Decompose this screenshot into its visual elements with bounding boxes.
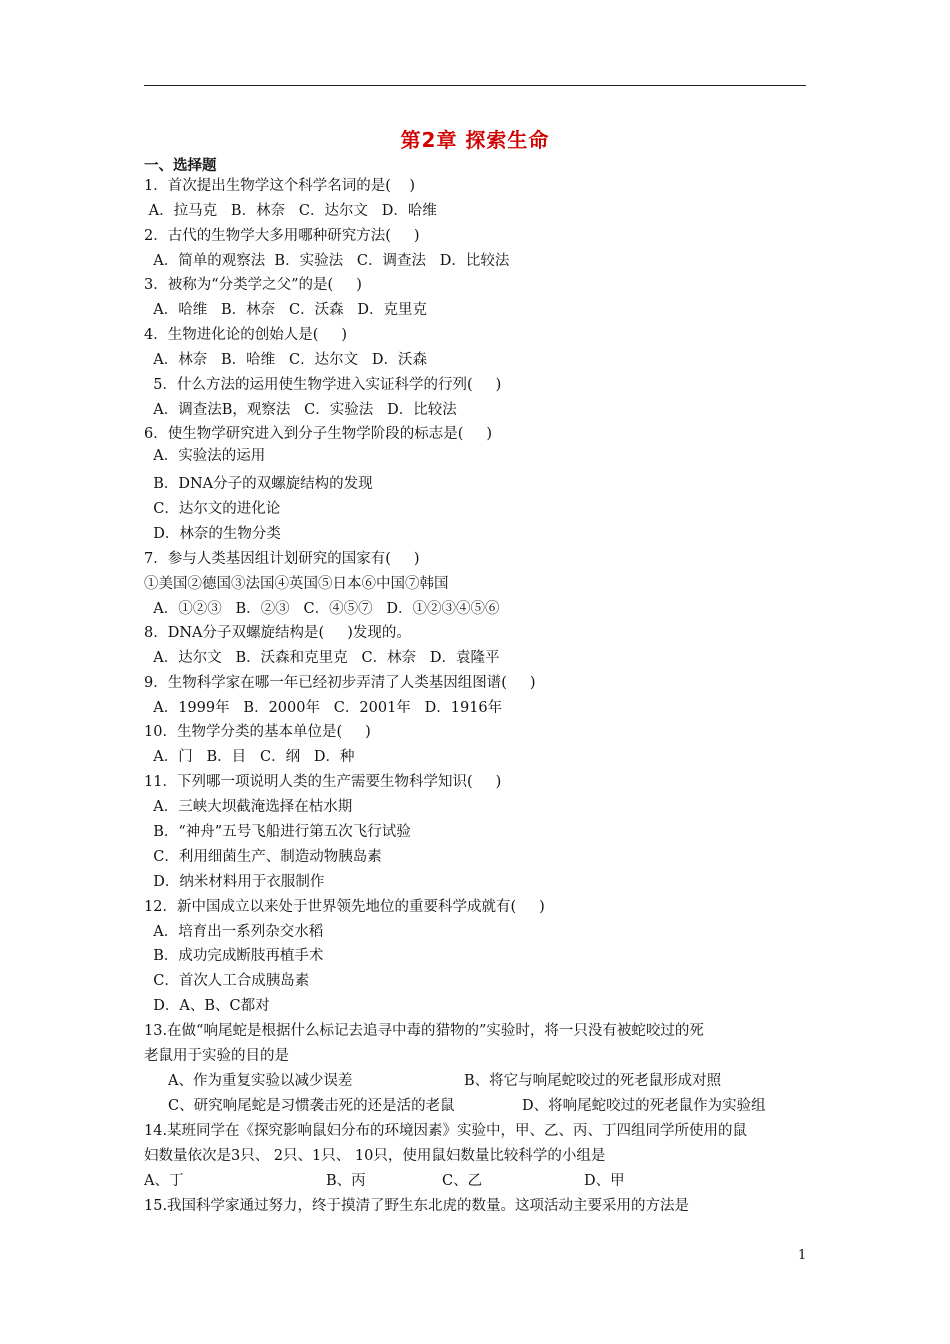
q14-option-b: B、丙 <box>326 1173 366 1189</box>
q12: 12．新中国成立以来处于世界领先地位的重要科学成就有( ) <box>144 899 545 915</box>
q9-options: A．1999年 B．2000年 C．2001年 D．1916年 <box>144 700 503 716</box>
q1: 1．首次提出生物学这个科学名词的是( ) <box>144 178 415 194</box>
q15: 15.我国科学家通过努力，终于摸清了野生东北虎的数量。这项活动主要采用的方法是 <box>144 1198 690 1214</box>
q10: 10．生物学分类的基本单位是( ) <box>144 724 371 740</box>
q11-option-d: D．纳米材料用于衣服制作 <box>144 874 325 890</box>
q3: 3．被称为“分类学之父”的是( ) <box>144 277 362 293</box>
q6-option-c: C．达尔文的进化论 <box>144 501 281 517</box>
q10-options: A．门 B．目 C．纲 D．种 <box>144 749 355 765</box>
q6-option-b: B．DNA分子的双螺旋结构的发现 <box>144 476 373 492</box>
q13-option-c: C、研究响尾蛇是习惯袭击死的还是活的老鼠 <box>168 1098 455 1114</box>
q2-options: A．简单的观察法 B．实验法 C．调查法 D．比较法 <box>144 253 510 269</box>
q1-options: A．拉马克 B．林奈 C．达尔文 D．哈维 <box>144 203 437 219</box>
q14-line2: 妇数量依次是3只、 2只、1只、 10只，使用鼠妇数量比较科学的小组是 <box>144 1148 606 1164</box>
q11-option-a: A．三峡大坝截淹选择在枯水期 <box>144 799 353 815</box>
q6-option-a: A．实验法的运用 <box>144 448 266 464</box>
q4-options: A．林奈 B．哈维 C．达尔文 D．沃森 <box>144 352 428 368</box>
q11-option-c: C．利用细菌生产、制造动物胰岛素 <box>144 849 382 865</box>
header-rule <box>144 85 806 86</box>
q7-options: A．①②③ B．②③ C．④⑤⑦ D．①②③④⑤⑥ <box>144 601 500 617</box>
q2: 2．古代的生物学大多用哪种研究方法( ) <box>144 228 420 244</box>
q13-option-b: B、将它与响尾蛇咬过的死老鼠形成对照 <box>464 1073 722 1089</box>
chapter-title: 第2章 探索生命 <box>400 128 550 152</box>
q14-line1: 14.某班同学在《探究影响鼠妇分布的环境因素》实验中，甲、乙、丙、丁四组同学所使用的鼠 <box>144 1123 748 1139</box>
q6: 6．使生物学研究进入到分子生物学阶段的标志是( ) <box>144 426 493 442</box>
q13-option-a: A、作为重复实验以减少误差 <box>168 1073 353 1089</box>
q14-option-c: C、乙 <box>442 1173 483 1189</box>
q8-options: A．达尔文 B．沃森和克里克 C．林奈 D．袁隆平 <box>144 650 500 666</box>
q5: 5．什么方法的运用使生物学进入实证科学的行列( ) <box>144 377 502 393</box>
section-heading: 一、选择题 <box>144 158 217 174</box>
page-number: 1 <box>798 1248 807 1263</box>
q12-option-a: A．培育出一系列杂交水稻 <box>144 924 324 940</box>
q7-countries: ①美国②德国③法国④英国⑤日本⑥中国⑦韩国 <box>144 576 449 592</box>
q9: 9．生物科学家在哪一年已经初步弄清了人类基因组图谱( ) <box>144 675 536 691</box>
q13-line1: 13.在做“响尾蛇是根据什么标记去追寻中毒的猎物的”实验时，将一只没有被蛇咬过的死 <box>144 1023 704 1039</box>
q8: 8．DNA分子双螺旋结构是( )发现的。 <box>144 625 411 641</box>
q11-option-b: B．“神舟”五号飞船进行第五次飞行试验 <box>144 824 411 840</box>
q6-option-d: D．林奈的生物分类 <box>144 526 281 542</box>
q4: 4．生物进化论的创始人是( ) <box>144 327 348 343</box>
q13-line2: 老鼠用于实验的目的是 <box>144 1048 289 1064</box>
q5-options: A．调查法B，观察法 C．实验法 D．比较法 <box>144 402 457 418</box>
q3-options: A．哈维 B．林奈 C．沃森 D．克里克 <box>144 302 428 318</box>
q7: 7．参与人类基因组计划研究的国家有( ) <box>144 551 420 567</box>
q12-option-d: D．A、B、C都对 <box>144 998 270 1014</box>
q11: 11．下列哪一项说明人类的生产需要生物科学知识( ) <box>144 774 502 790</box>
q12-option-c: C．首次人工合成胰岛素 <box>144 973 310 989</box>
q13-option-d: D、将响尾蛇咬过的死老鼠作为实验组 <box>522 1098 766 1114</box>
q12-option-b: B．成功完成断肢再植手术 <box>144 948 324 964</box>
q14-option-d: D、甲 <box>584 1173 625 1189</box>
q14-option-a: A、丁 <box>144 1173 184 1189</box>
